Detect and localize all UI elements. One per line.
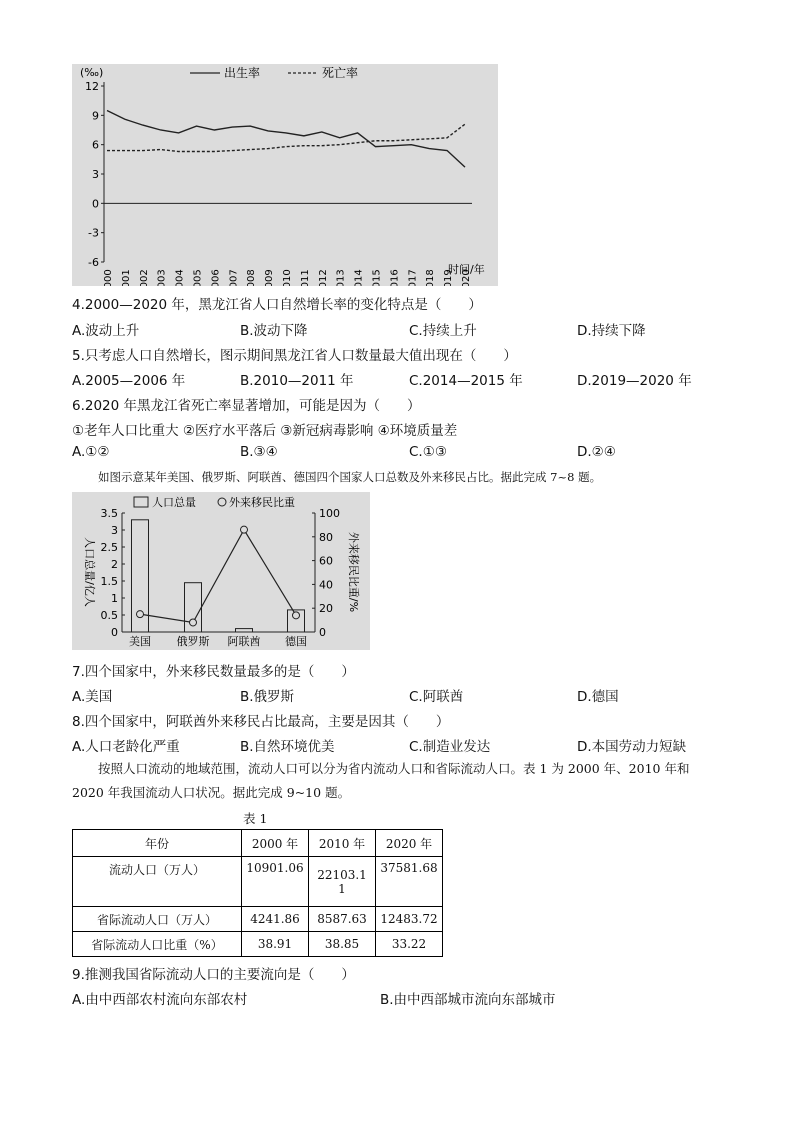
q6-option-d[interactable]: D.②④ <box>577 444 616 460</box>
x-tick-label: 美国 <box>129 635 151 648</box>
q4-option-d[interactable]: D.持续下降 <box>577 323 646 339</box>
y-tick-label: 0 <box>92 197 99 211</box>
y-left-tick-label: 2 <box>111 558 118 571</box>
q4-option-a[interactable]: A.波动上升 <box>72 323 140 339</box>
population-immigrant-svg <box>72 492 370 650</box>
table-row <box>73 932 443 957</box>
x-tick-label: 2002 <box>138 269 150 286</box>
table-cell: 22103.1 <box>309 857 376 882</box>
q4-option-c[interactable]: C.持续上升 <box>409 323 477 339</box>
y-left-axis-label: 人口总量/亿人 <box>83 537 96 607</box>
table-cell: 1 <box>309 882 376 907</box>
table-header-cell: 2000 年 <box>242 830 309 857</box>
q5-option-c[interactable]: C.2014—2015 年 <box>409 373 523 389</box>
birth-death-rate-svg <box>72 64 498 286</box>
y-left-tick-label: 2.5 <box>100 541 118 554</box>
table-cell: 33.22 <box>376 932 443 957</box>
q7-stem: 7.四个国家中，外来移民数量最多的是（ ） <box>72 664 355 680</box>
table-cell: 省际流动人口比重（%） <box>73 932 242 957</box>
x-axis-label: 时间/年 <box>448 263 485 276</box>
y-unit-label: (‰) <box>80 66 104 79</box>
x-tick-label: 2020 <box>461 269 472 286</box>
x-tick-label: 2001 <box>120 269 132 286</box>
q5-stem: 5.只考虑人口自然增长，图示期间黑龙江省人口数量最大值出现在（ ） <box>72 348 517 364</box>
table-cell: 12483.72 <box>376 907 443 932</box>
q6-stem: 6.2020 年黑龙江省死亡率显著增加，可能是因为（ ） <box>72 398 421 414</box>
q6-items: ①老年人口比重大 ②医疗水平落后 ③新冠病毒影响 ④环境质量差 <box>72 423 458 439</box>
birth-rate-line <box>107 110 465 167</box>
immigrant-share-point <box>293 612 300 619</box>
y-left-tick-label: 0 <box>111 626 118 639</box>
x-tick-label: 2009 <box>264 269 276 286</box>
x-tick-label: 2018 <box>425 269 437 286</box>
immigrant-share-point <box>190 619 197 626</box>
q4-option-b[interactable]: B.波动下降 <box>240 323 308 339</box>
table-cell: 省际流动人口（万人） <box>73 907 242 932</box>
x-tick-label: 2017 <box>407 269 419 286</box>
table-cell: 10901.06 <box>242 857 309 907</box>
x-tick-label: 2012 <box>317 269 329 286</box>
x-tick-label: 2006 <box>210 269 222 286</box>
population-immigrant-chart <box>72 492 370 650</box>
q7-option-a[interactable]: A.美国 <box>72 689 113 705</box>
table-cell: 流动人口（万人） <box>73 857 242 907</box>
table-cell: 38.91 <box>242 932 309 957</box>
q5-option-a[interactable]: A.2005—2006 年 <box>72 373 186 389</box>
q9-stem: 9.推测我国省际流动人口的主要流向是（ ） <box>72 967 355 983</box>
q8-option-a[interactable]: A.人口老龄化严重 <box>72 739 180 755</box>
x-tick-label: 阿联酋 <box>227 635 261 648</box>
y-left-tick-label: 0.5 <box>100 609 118 622</box>
q9-option-a[interactable]: A.由中西部农村流向东部农村 <box>72 992 248 1008</box>
q6-option-a[interactable]: A.①② <box>72 444 110 460</box>
x-tick-label: 德国 <box>285 635 307 648</box>
y-tick-label: 6 <box>92 138 99 152</box>
x-tick-label: 俄罗斯 <box>176 635 210 648</box>
table-header-cell: 年份 <box>73 830 242 857</box>
legend-line-label: 外来移民比重 <box>229 496 295 509</box>
q6-option-c[interactable]: C.①③ <box>409 444 447 460</box>
x-tick-label: 2003 <box>156 269 168 286</box>
q7-option-c[interactable]: C.阿联酋 <box>409 689 464 705</box>
immigrant-share-point <box>241 526 248 533</box>
birth-death-rate-chart <box>72 64 498 286</box>
table-row <box>73 907 443 932</box>
legend-line-marker <box>218 498 226 506</box>
y-right-tick-label: 20 <box>319 602 333 616</box>
q5-option-b[interactable]: B.2010—2011 年 <box>240 373 354 389</box>
legend-bar-label: 人口总量 <box>152 496 196 509</box>
y-right-tick-label: 60 <box>319 554 333 568</box>
q5-option-d[interactable]: D.2019—2020 年 <box>577 373 692 389</box>
y-tick-label: -6 <box>88 256 99 269</box>
q8-option-c[interactable]: C.制造业发达 <box>409 739 491 755</box>
x-tick-label: 2010 <box>282 269 293 286</box>
x-tick-label: 2007 <box>228 269 240 286</box>
legend-death-label: 死亡率 <box>322 66 359 80</box>
x-tick-label: 2016 <box>389 269 401 286</box>
q8-option-d[interactable]: D.本国劳动力短缺 <box>577 739 687 755</box>
table-row <box>73 857 443 882</box>
y-left-tick-label: 3 <box>111 524 118 537</box>
x-tick-label: 2005 <box>192 269 204 286</box>
y-right-tick-label: 0 <box>319 626 326 639</box>
x-tick-label: 2008 <box>246 269 258 286</box>
x-tick-label: 2004 <box>174 269 186 286</box>
legend-bar-swatch <box>134 497 148 507</box>
x-tick-label: 2000 <box>103 269 114 286</box>
q9-option-b[interactable]: B.由中西部城市流向东部城市 <box>380 992 556 1008</box>
table-cell: 38.85 <box>309 932 376 957</box>
legend-birth-label: 出生率 <box>224 66 261 80</box>
x-tick-label: 2015 <box>371 269 383 286</box>
y-tick-label: -3 <box>88 226 99 240</box>
y-right-tick-label: 100 <box>319 507 340 520</box>
q8-option-b[interactable]: B.自然环境优美 <box>240 739 335 755</box>
y-right-tick-label: 80 <box>319 530 333 544</box>
y-left-tick-label: 1.5 <box>100 575 118 588</box>
table-cell: 37581.68 <box>376 857 443 907</box>
x-tick-label: 2019 <box>443 269 455 286</box>
y-right-tick-label: 40 <box>319 578 333 592</box>
y-right-axis-label: 外来移民比重/% <box>347 531 360 613</box>
table-header-cell: 2020 年 <box>376 830 443 857</box>
table-cell: 4241.86 <box>242 907 309 932</box>
population-bar <box>236 629 253 632</box>
y-left-tick-label: 3.5 <box>100 507 118 520</box>
table-cell: 8587.63 <box>309 907 376 932</box>
q8-stem: 8.四个国家中，阿联酋外来移民占比最高，主要是因其（ ） <box>72 714 450 730</box>
q7-option-d[interactable]: D.德国 <box>577 689 619 705</box>
immigrant-share-line <box>140 530 296 623</box>
intro-9-10: 按照人口流动的地域范围，流动人口可以分为省内流动人口和省际流动人口。表 1 为 2000 年、2010 年和 2020 年我国流动人口状况。据此完成 9~10 题。 <box>72 761 690 800</box>
x-tick-label: 2014 <box>353 269 365 286</box>
y-left-tick-label: 1 <box>111 592 118 605</box>
death-rate-line <box>107 124 465 151</box>
y-tick-label: 12 <box>85 80 99 93</box>
x-tick-label: 2011 <box>299 269 311 286</box>
x-tick-label: 2013 <box>335 269 347 286</box>
immigrant-share-point <box>137 611 144 618</box>
y-tick-label: 3 <box>92 168 99 181</box>
y-tick-label: 9 <box>92 109 99 123</box>
table-header-cell: 2010 年 <box>309 830 376 857</box>
intro-7-8: 如图示意某年美国、俄罗斯、阿联酋、德国四个国家人口总数及外来移民占比。据此完成 7~8 题。 <box>98 470 602 484</box>
table-header-row <box>73 830 443 857</box>
q7-option-b[interactable]: B.俄罗斯 <box>240 689 295 705</box>
q4-stem: 4.2000—2020 年，黑龙江省人口自然增长率的变化特点是（ ） <box>72 297 482 313</box>
q6-option-b[interactable]: B.③④ <box>240 444 278 460</box>
migration-table <box>72 829 443 957</box>
table-caption: 表 1 <box>243 811 268 826</box>
